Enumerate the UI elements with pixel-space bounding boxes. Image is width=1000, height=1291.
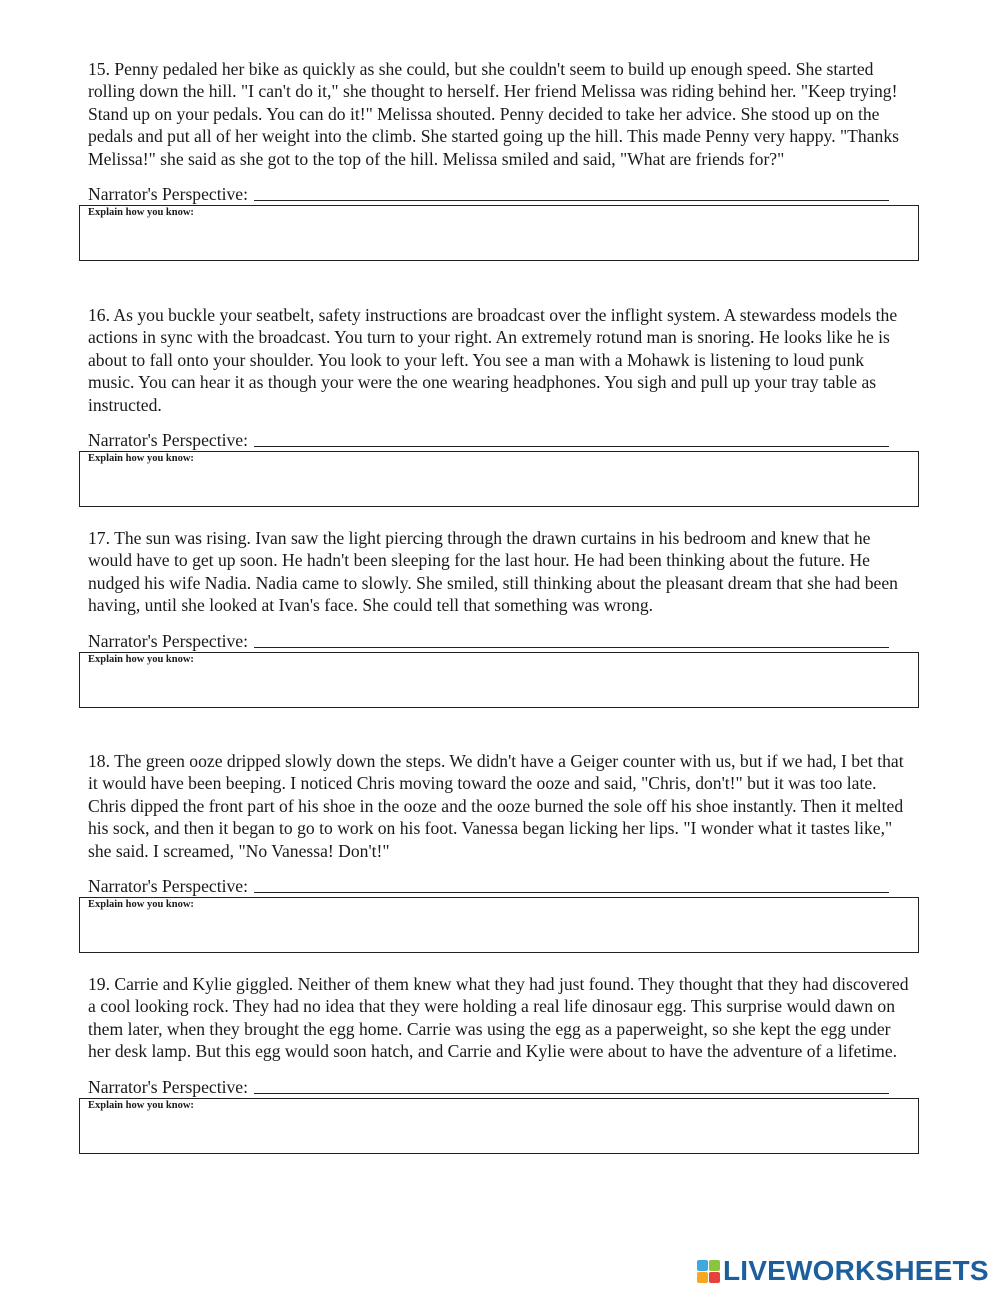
question-passage: 18. The green ooze dripped slowly down the steps. We didn't have a Geiger counter with us, but if we had, I bet that it would have been beeping. I noticed Chris moving toward the ooze and said, "Chris, don't!" but it was too late. Chris dipped the front part of his shoe in the ooze and the ooze burned the sole off his shoe instantly. Then it melted his sock, and then it began to go to work on his foot. Vanessa began licking her lips. "I wonder what it tastes like," she said. I screamed, "No Vanessa! Don't!" [88,751,904,861]
narrator-perspective-label: Narrator's Perspective: [88,430,248,451]
explain-label: Explain how you know: [88,899,194,911]
question-15 [79,58,919,261]
narrator-perspective-answer-line[interactable] [254,199,889,201]
question-passage: 15. Penny pedaled her bike as quickly as she could, but she couldn't seem to build up enough speed. She started rolling down the hill. "I can't do it," she thought to herself. Her friend Melissa was riding behind her. "Keep trying! Stand up on your pedals. You can do it!" Melissa shouted. Penny decided to take her advice. She stood up on the pedals and put all of her weight into the climb. She started going up the hill. This made Penny very happy. "Thanks Melissa!" she said as she got to the top of the hill. Melissa smiled and said, "What are friends for?" [88,59,899,169]
logo-square-2 [709,1260,720,1271]
narrator-perspective-answer-line[interactable] [254,646,889,648]
explain-label: Explain how you know: [88,207,194,219]
narrator-perspective-label: Narrator's Perspective: [88,630,248,651]
narrator-perspective-row [79,429,919,451]
narrator-perspective-label: Narrator's Perspective: [88,876,248,897]
explain-answer-box[interactable] [79,451,919,507]
question-17 [79,527,919,708]
narrator-perspective-answer-line[interactable] [254,891,889,893]
question-passage: 16. As you buckle your seatbelt, safety instructions are broadcast over the inflight system. A stewardess models the actions in sync with the broadcast. You turn to your right. An extremely rotund man is snoring. He looks like he is about to fall onto your shoulder. You look to your left. You see a man with a Mohawk is listening to loud punk music. You can hear it as though your were the one wearing headphones. You sigh and pull up your tray table as instructed. [88,305,898,415]
question-passage: 19. Carrie and Kylie giggled. Neither of them knew what they had just found. They thought that they had discovered a cool looking rock. They had no idea that they were holding a real life dinosaur egg. This surprise would dawn on them later, when they brought the egg home. Carrie was using the egg as a paperweight, so she kept the egg under her desk lamp. But this egg would soon hatch, and Carrie and Kylie were about to have the adventure of a lifetime. [88,974,909,1062]
liveworksheets-logo-icon [697,1260,720,1283]
explain-answer-box[interactable] [79,652,919,708]
logo-square-1 [697,1260,708,1271]
question-19 [79,973,919,1154]
narrator-perspective-answer-line[interactable] [254,445,889,447]
explain-answer-box[interactable] [79,897,919,953]
narrator-perspective-label: Narrator's Perspective: [88,184,248,205]
liveworksheets-logo [697,1254,989,1288]
explain-answer-box[interactable] [79,205,919,261]
narrator-perspective-row [79,875,919,897]
narrator-perspective-row [79,183,919,205]
narrator-perspective-label: Narrator's Perspective: [88,1076,248,1097]
narrator-perspective-row [79,1076,919,1098]
explain-label: Explain how you know: [88,453,194,465]
logo-square-4 [709,1272,720,1283]
narrator-perspective-row [79,630,919,652]
question-16 [79,304,919,507]
explain-label: Explain how you know: [88,653,194,665]
question-passage: 17. The sun was rising. Ivan saw the light piercing through the drawn curtains in his bedroom and knew that he would have to get up soon. He hadn't been sleeping for the last hour. He had been thinking about the future. He nudged his wife Nadia. Nadia came to slowly. She smiled, still thinking about the pleasant dream that she had been having, until she looked at Ivan's face. She could tell that something was wrong. [88,528,898,616]
narrator-perspective-answer-line[interactable] [254,1092,889,1094]
logo-square-3 [697,1272,708,1283]
logo-text: LIVEWORKSHEETS [723,1255,989,1286]
explain-label: Explain how you know: [88,1099,194,1111]
explain-answer-box[interactable] [79,1098,919,1154]
question-18 [79,750,919,953]
